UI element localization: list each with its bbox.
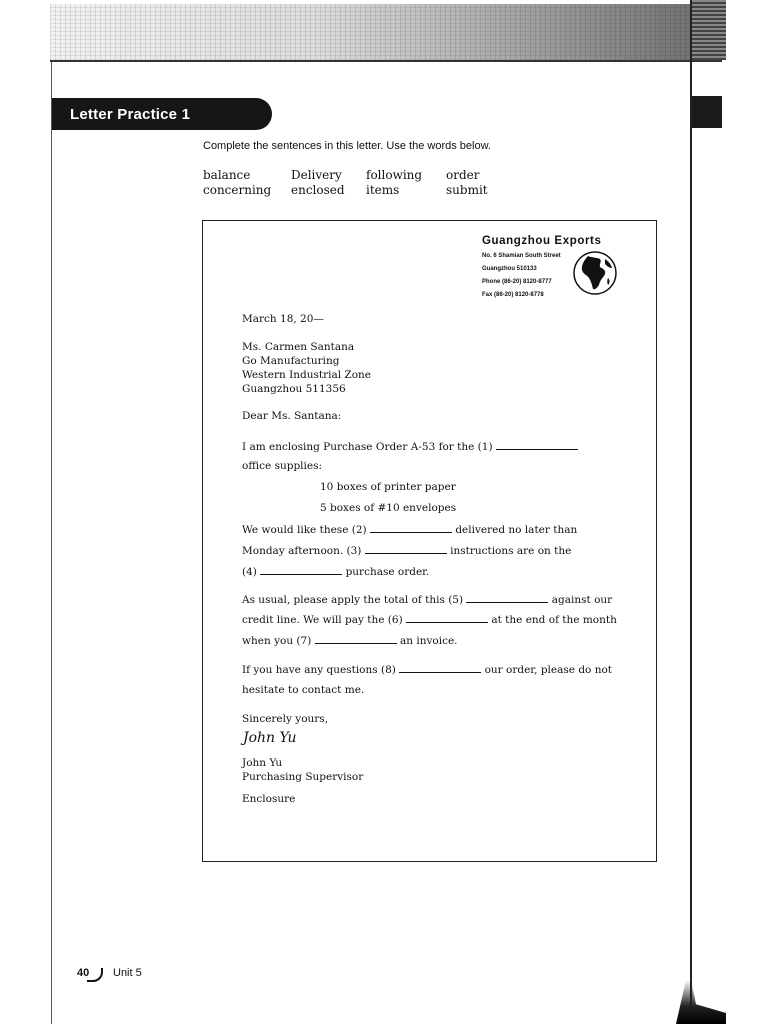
recipient-line: Western Industrial Zone	[242, 369, 372, 381]
section-title: Letter Practice 1	[70, 105, 191, 123]
letter-line	[242, 613, 617, 626]
letter-line	[242, 523, 577, 536]
exercise-instructions: Complete the sentences in this letter. Use the words below.	[203, 140, 491, 152]
page-number: 40	[77, 967, 90, 979]
letter-line	[242, 544, 571, 557]
salutation: Dear Ms. Santana:	[242, 410, 342, 422]
letter-line: hesitate to contact me.	[242, 684, 365, 696]
company-phone: Phone (86-20) 8120-8777	[482, 279, 552, 285]
letter-text: credit line. We will pay the (6)	[242, 614, 403, 626]
section-banner	[52, 98, 272, 130]
page-number-swash-icon	[87, 968, 103, 982]
fill-in-blank-5[interactable]	[466, 593, 548, 603]
fill-in-blank-3[interactable]	[365, 544, 447, 554]
recipient-line: Ms. Carmen Santana	[242, 341, 355, 353]
fill-in-blank-2[interactable]	[370, 523, 452, 533]
page-edge-rule	[690, 0, 692, 1024]
signer-title: Purchasing Supervisor	[242, 771, 364, 783]
scan-edge-strip	[692, 0, 726, 60]
word-bank-item: Delivery	[291, 168, 342, 182]
letter-text: instructions are on the	[450, 545, 572, 557]
letter-text: at the end of the month	[491, 614, 617, 626]
order-item: 5 boxes of #10 envelopes	[320, 502, 457, 514]
letter-text: We would like these (2)	[242, 524, 367, 536]
company-address-city: Guangzhou 510133	[482, 266, 537, 272]
letter-text: purchase order.	[345, 566, 430, 578]
letter-line	[242, 593, 612, 606]
word-bank	[203, 168, 516, 198]
unit-label: Unit 5	[113, 967, 142, 979]
word-bank-item: balance	[203, 168, 251, 182]
page-edge-shadow	[676, 980, 726, 1024]
word-bank-item: enclosed	[291, 183, 345, 197]
fill-in-blank-1[interactable]	[496, 440, 578, 450]
letter-text: when you (7)	[242, 635, 312, 647]
fill-in-blank-7[interactable]	[315, 634, 397, 644]
word-bank-item: concerning	[203, 183, 272, 197]
fill-in-blank-8[interactable]	[399, 663, 481, 673]
letter-text: against our	[551, 594, 613, 606]
handwritten-signature: John Yu	[243, 730, 297, 746]
letter-date: March 18, 20—	[242, 313, 324, 325]
letter-line	[242, 634, 458, 647]
company-address-street: No. 6 Shamian South Street	[482, 253, 561, 259]
company-fax: Fax (86-20) 8120-8778	[482, 292, 544, 298]
letter-text: our order, please do not	[484, 664, 612, 676]
letter-text: an invoice.	[399, 635, 458, 647]
globe-logo-icon	[572, 250, 618, 296]
word-bank-item: following	[366, 168, 423, 182]
letter-line	[242, 440, 578, 453]
order-item: 10 boxes of printer paper	[320, 481, 456, 493]
letter-line	[242, 565, 429, 578]
letter-text: I am enclosing Purchase Order A-53 for the (1)	[242, 441, 493, 453]
letter-text: As usual, please apply the total of this (5)	[242, 594, 464, 606]
enclosure-note: Enclosure	[242, 793, 296, 805]
word-bank-item: items	[366, 183, 400, 197]
recipient-line: Go Manufacturing	[242, 355, 340, 367]
closing: Sincerely yours,	[242, 713, 329, 725]
left-margin-rule	[51, 62, 52, 1024]
word-bank-item: order	[446, 168, 480, 182]
unit-thumb-tab	[692, 96, 722, 128]
letter-line	[242, 663, 612, 676]
signer-name: John Yu	[242, 757, 283, 769]
recipient-line: Guangzhou 511356	[242, 383, 346, 395]
letter-text: delivered no later than	[455, 524, 578, 536]
letter-text: (4)	[242, 566, 257, 578]
top-rule	[50, 60, 722, 62]
letter-text: Monday afternoon. (3)	[242, 545, 362, 557]
letter-text: If you have any questions (8)	[242, 664, 396, 676]
scan-texture-top	[50, 4, 722, 60]
fill-in-blank-4[interactable]	[260, 565, 342, 575]
letter-line: office supplies:	[242, 460, 323, 472]
word-bank-item: submit	[446, 183, 488, 197]
fill-in-blank-6[interactable]	[406, 613, 488, 623]
company-name: Guangzhou Exports	[482, 235, 602, 247]
